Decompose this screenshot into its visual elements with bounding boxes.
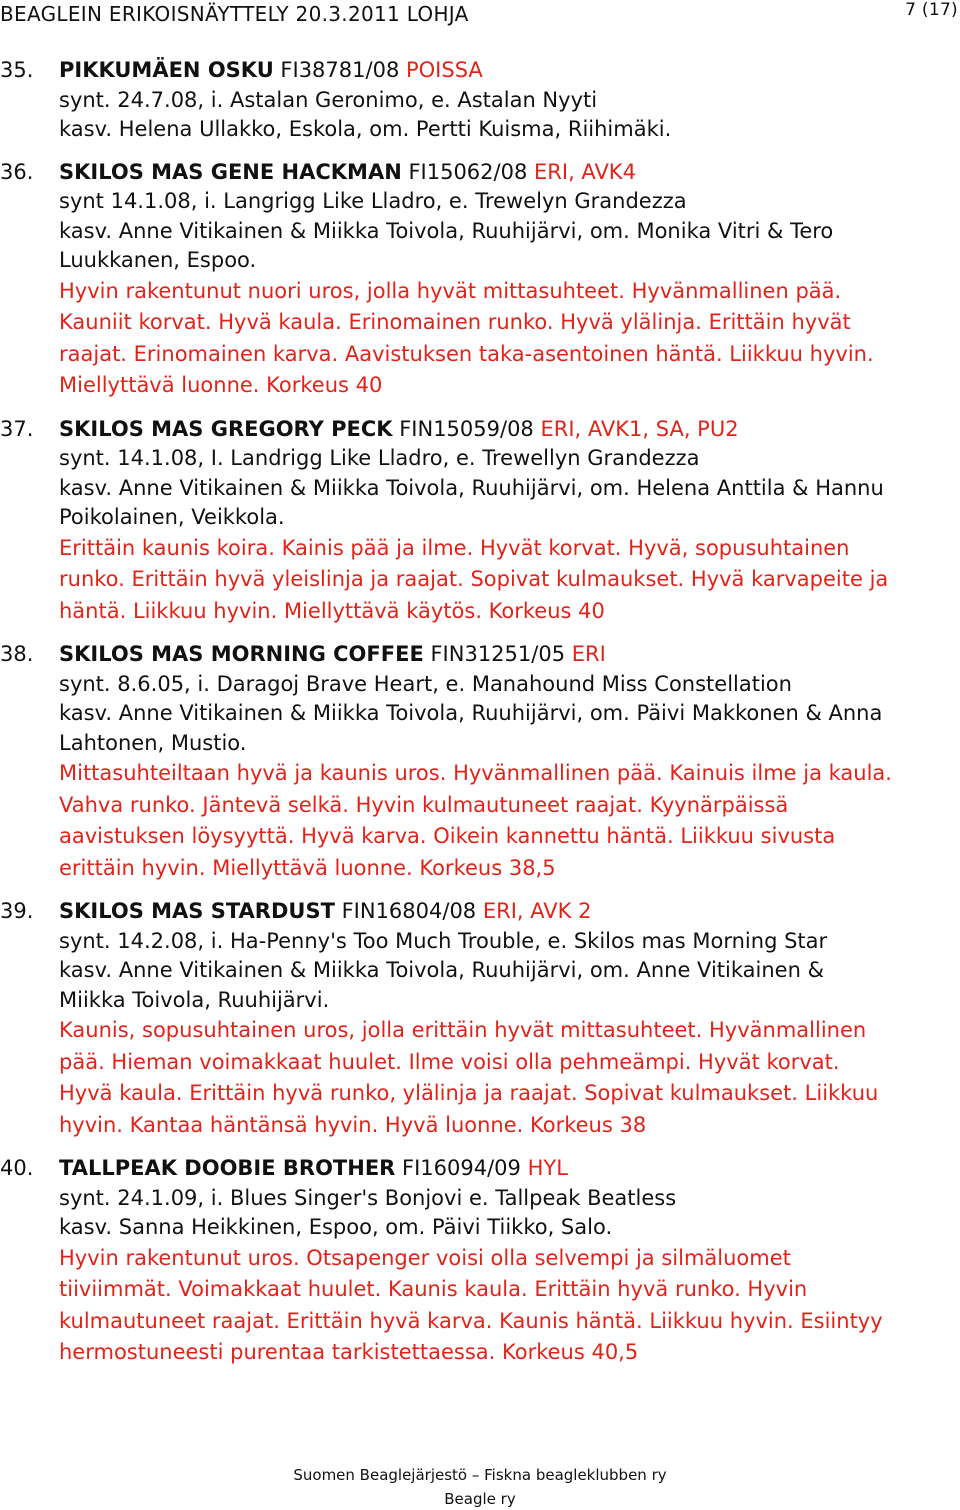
- entry-info-line: kasv. Helena Ullakko, Eskola, om. Pertti Kuisma, Riihimäki.: [59, 117, 672, 141]
- dog-name: SKILOS MAS STARDUST: [59, 899, 335, 923]
- critique-line: runko. Erittäin hyvä yleislinja ja raajat. Sopivat kulmaukset. Hyvä karvapeite ja: [59, 567, 889, 591]
- entry-info-line: Luukkanen, Espoo.: [59, 248, 257, 272]
- entry-heading: [59, 1154, 959, 1184]
- critique-line: Erittäin kaunis koira. Kainis pää ja ilme. Hyvät korvat. Hyvä, sopusuhtainen: [59, 535, 850, 560]
- footer-club: Beagle ry: [444, 1490, 516, 1508]
- critique-line: raajat. Erinomainen karva. Aavistuksen taka-asentoinen häntä. Liikkuu hyvin.: [59, 341, 874, 366]
- critique-line: pää. Hieman voimakkaat huulet. Ilme voisi olla pehmeämpi. Hyvät korvat.: [59, 1049, 840, 1074]
- entry-info-line: synt 14.1.08, i. Langrigg Like Lladro, e. Trewelyn Grandezza: [59, 189, 687, 213]
- registration-number: FIN31251/05: [423, 642, 572, 666]
- entry-heading: [59, 640, 959, 670]
- entry-body: [59, 897, 959, 1141]
- entry-heading: [59, 897, 959, 927]
- entry-number: 37.: [0, 416, 34, 441]
- entry-number: 39.: [0, 899, 34, 923]
- footer-org: Suomen Beaglejärjestö – Fiskna beagleklubben ry: [293, 1466, 667, 1484]
- critique-line: erittäin hyvin. Miellyttävä luonne. Korkeus 38,5: [59, 855, 556, 880]
- critique-line: aavistuksen löysyyttä. Hyvä karva. Oikein kannettu häntä. Liikkuu sivusta: [59, 824, 836, 848]
- entry-info-line: synt. 14.2.08, i. Ha-Penny's Too Much Trouble, e. Skilos mas Morning Star: [59, 928, 828, 953]
- dog-entry: [0, 415, 960, 628]
- entry-body: [59, 640, 959, 884]
- entry-info-line: Miikka Toivola, Ruuhijärvi.: [59, 987, 330, 1012]
- entry-info-line: Poikolainen, Veikkola.: [59, 505, 285, 529]
- entry-number: 40.: [0, 1156, 34, 1180]
- critique-line: Kaunis, sopusuhtainen uros, jolla erittäin hyvät mittasuhteet. Hyvänmallinen: [59, 1018, 867, 1042]
- entry-info-line: synt. 24.7.08, i. Astalan Geronimo, e. Astalan Nyyti: [59, 87, 598, 112]
- dog-entry: [0, 897, 960, 1141]
- registration-number: FI16094/09: [395, 1156, 528, 1180]
- award-result: POISSA: [405, 58, 483, 82]
- entry-heading: [59, 158, 959, 188]
- registration-number: FI38781/08: [273, 58, 406, 82]
- award-result: ERI, AVK1, SA, PU2: [540, 416, 739, 441]
- critique-line: hyvin. Kantaa häntänsä hyvin. Hyvä luonne. Korkeus 38: [59, 1112, 647, 1137]
- registration-number: FIN15059/08: [392, 416, 541, 441]
- entry-body: [59, 415, 959, 628]
- entry-body: [59, 1154, 959, 1369]
- critique-line: Hyvä kaula. Erittäin hyvä runko, ylälinja ja raajat. Sopivat kulmaukset. Liikkuu: [59, 1081, 879, 1105]
- entry-info-line: kasv. Anne Vitikainen & Miikka Toivola, Ruuhijärvi, om. Monika Vitri & Tero: [59, 218, 834, 243]
- dog-name: SKILOS MAS MORNING COFFEE: [59, 642, 424, 666]
- critique-line: kulmautuneet raajat. Erittäin hyvä karva. Kaunis häntä. Liikkuu hyvin. Esiintyy: [59, 1308, 883, 1333]
- dog-entry: [0, 56, 960, 145]
- dog-entry: [0, 158, 960, 402]
- dog-name: SKILOS MAS GENE HACKMAN: [59, 159, 402, 184]
- award-result: ERI, AVK 2: [482, 899, 592, 923]
- critique-line: tiiviimmät. Voimakkaat huulet. Kaunis kaula. Erittäin hyvä runko. Hyvin: [59, 1277, 808, 1301]
- entry-info-line: kasv. Sanna Heikkinen, Espoo, om. Päivi Tiikko, Salo.: [59, 1215, 613, 1239]
- show-title: BEAGLEIN ERIKOISNÄYTTELY 20.3.2011 LOHJA: [0, 2, 469, 26]
- entry-number: 38.: [0, 642, 34, 666]
- critique-line: Kauniit korvat. Hyvä kaula. Erinomainen runko. Hyvä ylälinja. Erittäin hyvät: [59, 310, 851, 334]
- entry-heading: [59, 415, 959, 445]
- award-result: ERI, AVK4: [534, 159, 636, 184]
- entry-list: [0, 56, 960, 1382]
- dog-name: SKILOS MAS GREGORY PECK: [59, 416, 393, 441]
- entry-number: 36.: [0, 159, 34, 184]
- entry-number: 35.: [0, 58, 34, 82]
- registration-number: FI15062/08: [401, 159, 535, 184]
- award-result: ERI: [571, 642, 606, 666]
- entry-info-line: Lahtonen, Mustio.: [59, 730, 247, 755]
- entry-info-line: kasv. Anne Vitikainen & Miikka Toivola, Ruuhijärvi, om. Päivi Makkonen & Anna: [59, 701, 883, 725]
- entry-info-line: kasv. Anne Vitikainen & Miikka Toivola, Ruuhijärvi, om. Anne Vitikainen &: [59, 958, 824, 982]
- registration-number: FIN16804/08: [334, 899, 483, 923]
- critique-line: Mittasuhteiltaan hyvä ja kaunis uros. Hyvänmallinen pää. Kainuis ilme ja kaula.: [59, 761, 892, 785]
- entry-info-line: synt. 8.6.05, i. Daragoj Brave Heart, e. Manahound Miss Constellation: [59, 671, 792, 696]
- dog-name: TALLPEAK DOOBIE BROTHER: [59, 1156, 396, 1180]
- award-result: HYL: [527, 1156, 568, 1180]
- page-number: 7 (17): [905, 0, 958, 20]
- entry-heading: [59, 56, 959, 86]
- critique-line: Hyvin rakentunut uros. Otsapenger voisi olla selvempi ja silmäluomet: [59, 1245, 791, 1270]
- critique-line: Hyvin rakentunut nuori uros, jolla hyvät mittasuhteet. Hyvänmallinen pää.: [59, 278, 842, 303]
- entry-info-line: kasv. Anne Vitikainen & Miikka Toivola, Ruuhijärvi, om. Helena Anttila & Hannu: [59, 475, 884, 500]
- critique-line: Vahva runko. Jäntevä selkä. Hyvin kulmautuneet raajat. Kyynärpäissä: [59, 792, 789, 817]
- critique-line: häntä. Liikkuu hyvin. Miellyttävä käytös. Korkeus 40: [59, 598, 605, 623]
- entry-body: [59, 56, 959, 145]
- entry-info-line: synt. 14.1.08, I. Landrigg Like Lladro, e. Trewellyn Grandezza: [59, 446, 700, 470]
- dog-entry: [0, 640, 960, 884]
- dog-entry: [0, 1154, 960, 1369]
- critique-line: Miellyttävä luonne. Korkeus 40: [59, 373, 383, 397]
- dog-name: PIKKUMÄEN OSKU: [59, 58, 274, 82]
- page-header: [0, 0, 960, 34]
- entry-info-line: synt. 24.1.09, i. Blues Singer's Bonjovi e. Tallpeak Beatless: [59, 1185, 677, 1210]
- critique-line: hermostuneesti purentaa tarkistettaessa. Korkeus 40,5: [59, 1340, 639, 1364]
- entry-body: [59, 158, 959, 402]
